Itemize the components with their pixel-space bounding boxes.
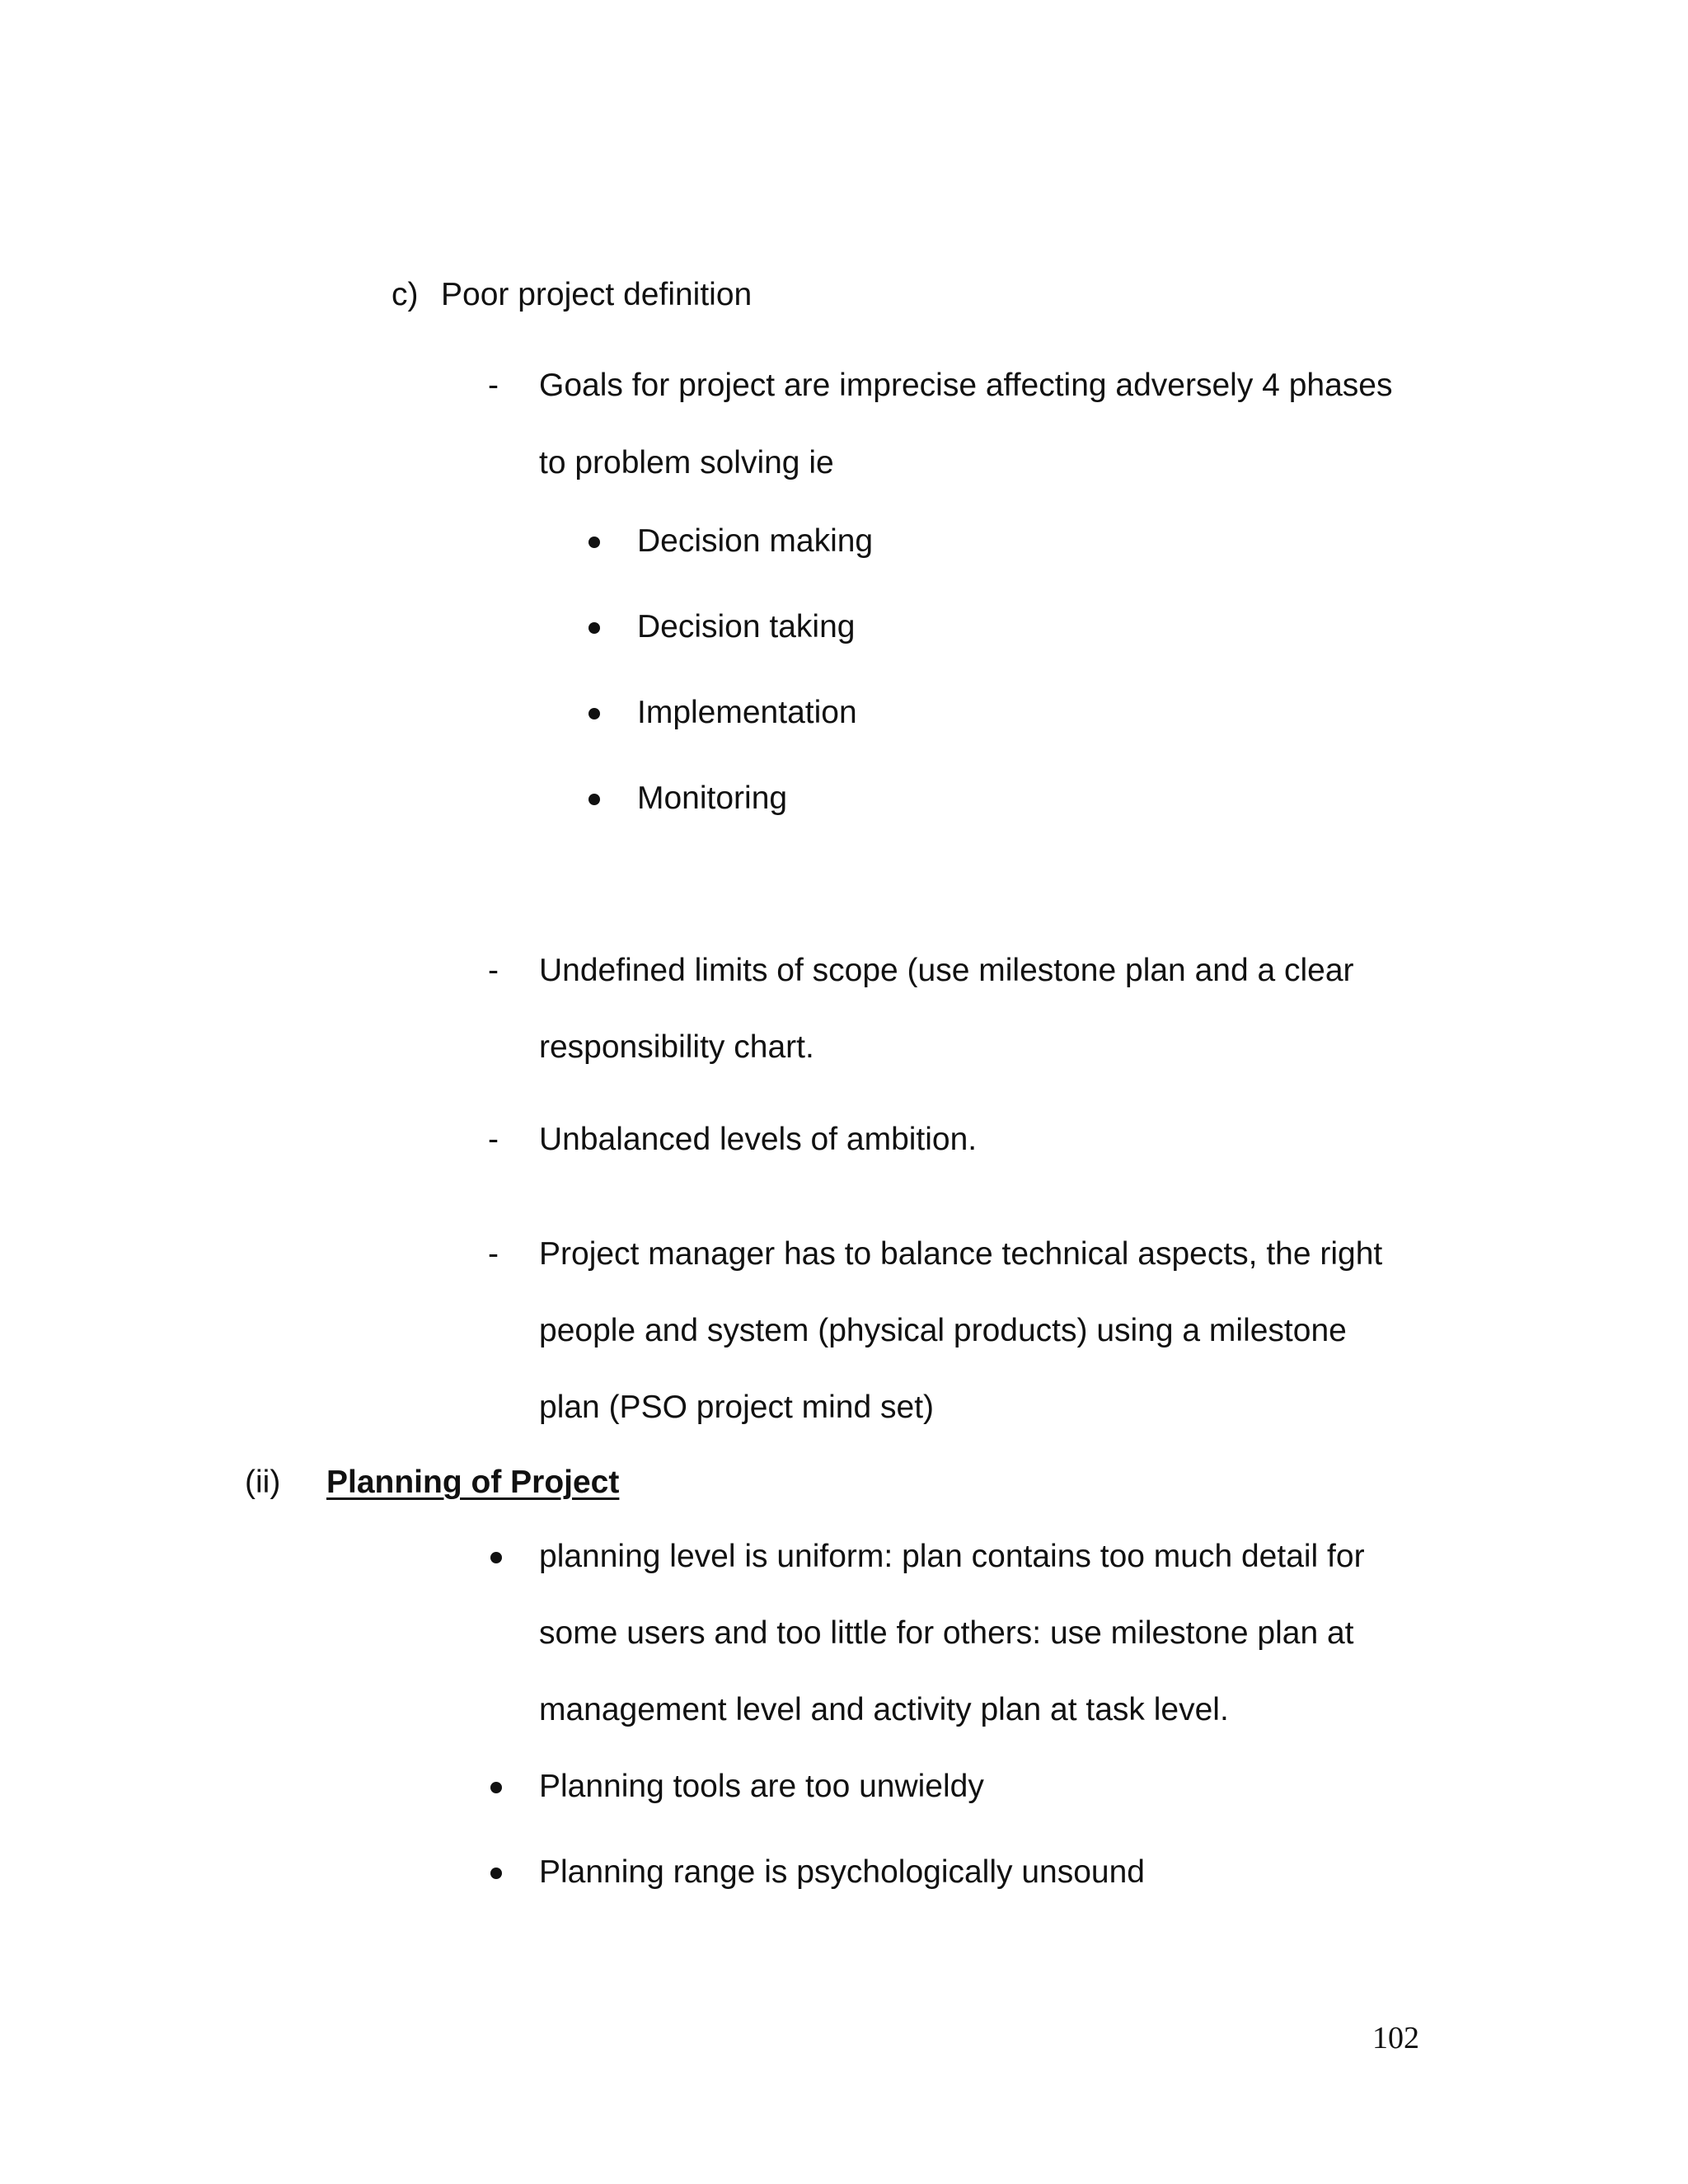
list-item-line: to problem solving ie (539, 445, 834, 480)
sub-list-item: Decision taking (637, 609, 856, 644)
bullet-icon (490, 1868, 502, 1879)
list-item-line: planning level is uniform: plan contains too much detail for (539, 1539, 1365, 1574)
dash-marker: - (488, 953, 499, 988)
section-title: Poor project definition (441, 277, 753, 312)
bullet-icon (490, 1782, 502, 1793)
list-item-line: management level and activity plan at task level. (539, 1692, 1229, 1727)
dash-marker: - (488, 368, 499, 403)
list-item-line: people and system (physical products) using a milestone (539, 1313, 1347, 1348)
bullet-icon (588, 622, 600, 634)
section-heading: Planning of Project (326, 1465, 620, 1500)
bullet-icon (588, 537, 600, 548)
list-item-line: Planning range is psychologically unsound (539, 1854, 1145, 1890)
list-item-line: Goals for project are imprecise affecting adversely 4 phases (539, 368, 1393, 403)
list-item-line: Unbalanced levels of ambition. (539, 1122, 978, 1157)
list-marker: c) (392, 277, 419, 312)
page-number: 102 (1372, 2021, 1419, 2055)
section-marker: (ii) (245, 1465, 281, 1500)
list-item-line: Planning tools are too unwieldy (539, 1769, 984, 1804)
list-item-line: some users and too little for others: use milestone plan at (539, 1615, 1354, 1651)
dash-marker: - (488, 1122, 499, 1157)
sub-list-item: Monitoring (637, 780, 788, 816)
list-item-line: Undefined limits of scope (use milestone plan and a clear (539, 953, 1354, 988)
list-item-line: plan (PSO project mind set) (539, 1390, 935, 1425)
dash-marker: - (488, 1236, 499, 1272)
sub-list-item: Implementation (637, 695, 857, 730)
list-item-line: Project manager has to balance technical aspects, the right (539, 1236, 1383, 1272)
bullet-icon (588, 794, 600, 805)
bullet-icon (588, 708, 600, 719)
sub-list-item: Decision making (637, 523, 874, 559)
bullet-icon (490, 1552, 502, 1563)
list-item-line: responsibility chart. (539, 1029, 814, 1065)
